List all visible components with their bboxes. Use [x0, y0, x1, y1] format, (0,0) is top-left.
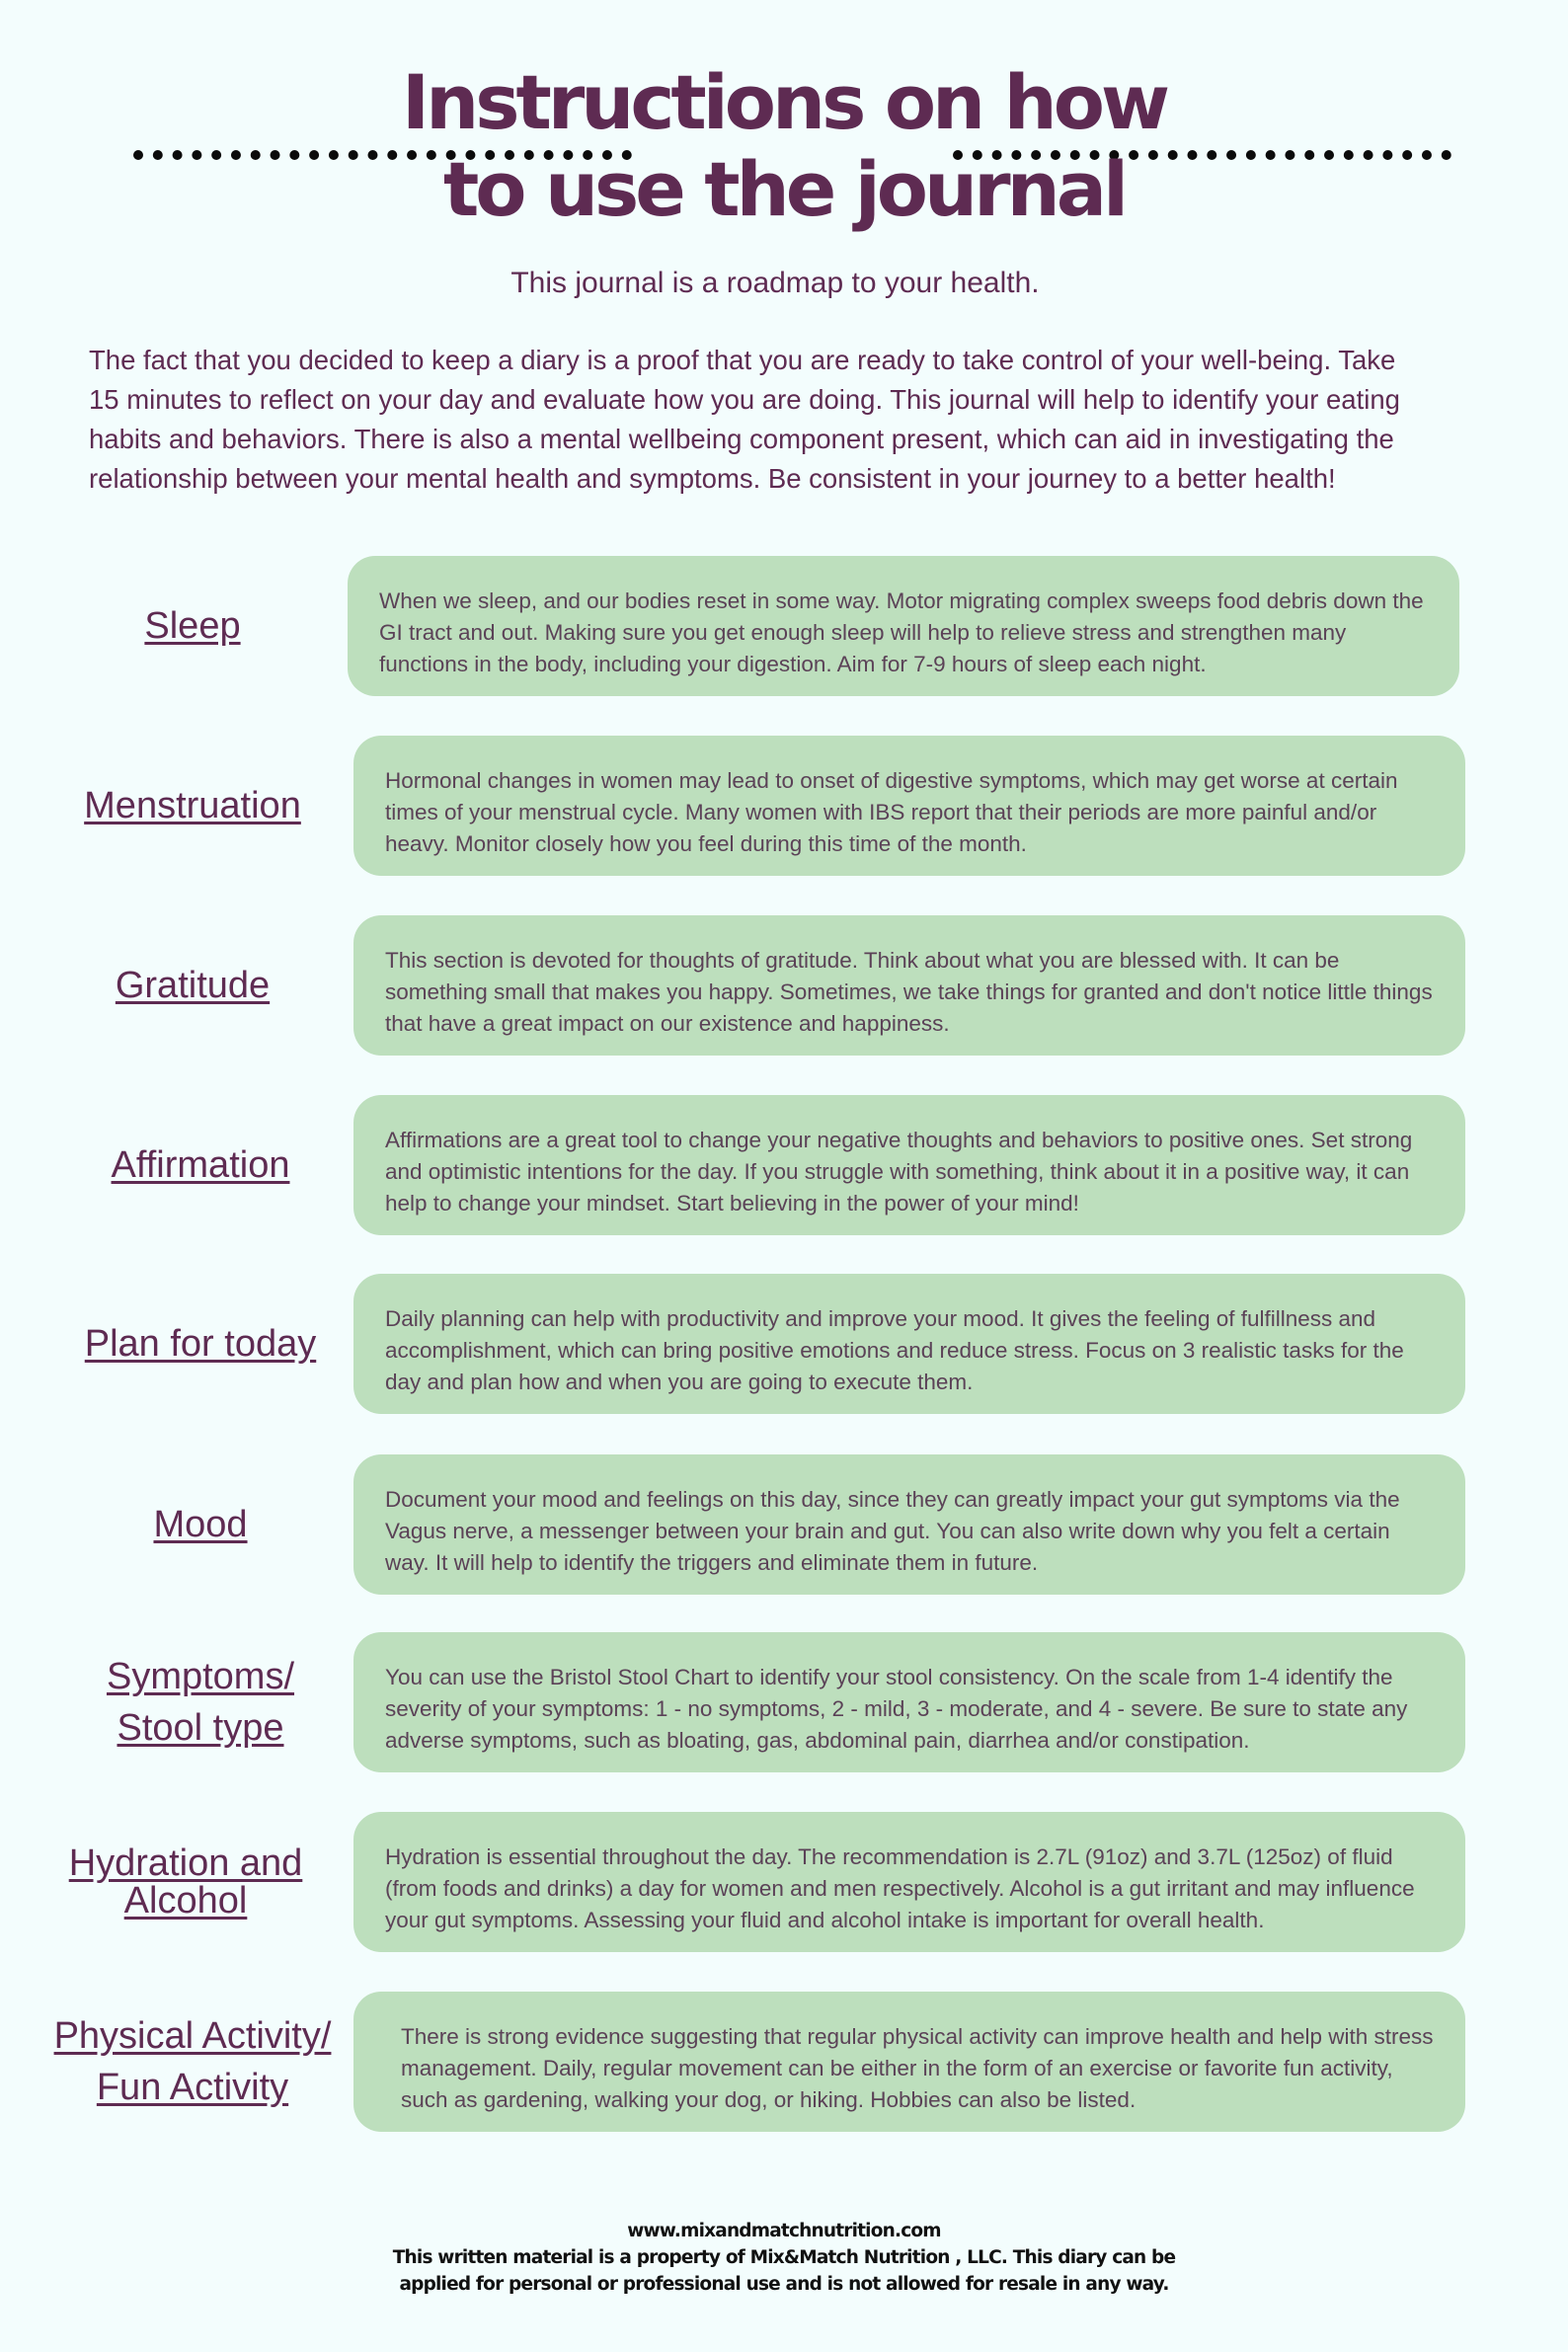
section-description: Document your mood and feelings on this day, since they can greatly impact your gut symptoms via the Vagus nerve, a messenger between your brain and gut. You can also write down why you felt a certain way. It will help to identify the triggers and eliminate them in future. — [353, 1454, 1465, 1595]
title-line-1: Instructions on how — [401, 58, 1167, 146]
section-description: When we sleep, and our bodies reset in some way. Motor migrating complex sweeps food debris down the GI tract and out. Making sure you get enough sleep will help to relieve stress and strengthen many functions in the body, including your digestion. Aim for 7-9 hours of sleep each night. — [348, 556, 1459, 696]
section-description: Hormonal changes in women may lead to onset of digestive symptoms, which may get worse at certain times of your menstrual cycle. Many women with IBS report that their periods are more painful and/or heavy. Monitor closely how you feel during this time of the month. — [353, 736, 1465, 876]
section-label: Plan for today — [84, 1323, 317, 1365]
section-label: Physical Activity/ Fun Activity — [53, 2015, 332, 2108]
section-label: Sleep — [144, 605, 241, 647]
section-gratitude — [0, 915, 1568, 1056]
footer-copyright-line-2: applied for personal or professional use and is not allowed for resale in any way. — [399, 2274, 1169, 2295]
footer-copyright-line-1: This written material is a property of Mix&Match Nutrition , LLC. This diary can be — [392, 2247, 1176, 2268]
page-title — [0, 59, 1568, 233]
section-label: Affirmation — [111, 1144, 290, 1186]
section-label: Menstruation — [84, 785, 301, 826]
title-line-2: to use the journal — [442, 145, 1126, 233]
section-description: Affirmations are a great tool to change your negative thoughts and behaviors to positive ones. Set strong and optimistic intentions for the day. If you struggle with something, think about it in a positive way, it can help to change your mindset. Start believing in the power of your mind! — [353, 1095, 1465, 1235]
section-label: Mood — [153, 1504, 248, 1545]
section-sleep — [0, 556, 1568, 696]
section-mood — [0, 1454, 1568, 1595]
intro-paragraph: The fact that you decided to keep a diary is a proof that you are ready to take control of your well-being. Take 15 minutes to reflect on your day and evaluate how you are doing. This journal will help to identify your eating habits and behaviors. There is also a mental wellbeing component present, which can aid in investigating the relationship between your mental health and symptoms. Be consistent in your journey to a better health! — [89, 345, 1400, 494]
section-label: Gratitude — [115, 965, 271, 1006]
section-description: Hydration is essential throughout the day. The recommendation is 2.7L (91oz) and 3.7L (125oz) of fluid (from foods and drinks) a day for women and men respectively. Alcohol is a gut irritant and may influence your gut symptoms. Assessing your fluid and alcohol intake is important for overall health. — [353, 1812, 1465, 1952]
section-plan-for-today — [0, 1274, 1568, 1414]
section-hydration-alcohol — [0, 1812, 1568, 1952]
section-description: There is strong evidence suggesting that regular physical activity can improve health and help with stress management. Daily, regular movement can be either in the form of an exercise or favorite fun activity, such as gardening, walking your dog, or hiking. Hobbies can also be listed. — [353, 1992, 1465, 2132]
section-description: Daily planning can help with productivity and improve your mood. It gives the feeling of fulfillness and accomplishment, which can bring positive emotions and reduce stress. Focus on 3 realistic tasks for the day and plan how and when you are going to execute them. — [353, 1274, 1465, 1414]
section-description: You can use the Bristol Stool Chart to identify your stool consistency. On the scale from 1-4 identify the severity of your symptoms: 1 - no symptoms, 2 - mild, 3 - moderate, and 4 - severe. Be sure to state any adverse symptoms, such as bloating, gas, abdominal pain, diarrhea and/or constipation. — [353, 1632, 1465, 1772]
section-affirmation — [0, 1095, 1568, 1235]
section-label: Hydration and Alcohol — [68, 1842, 303, 1921]
section-physical-activity — [0, 1992, 1568, 2132]
section-description: This section is devoted for thoughts of gratitude. Think about what you are blessed with. It can be something small that makes you happy. Sometimes, we take things for granted and don't notice little things that have a great impact on our existence and happiness. — [353, 915, 1465, 1056]
title-block — [0, 59, 1568, 247]
footer — [0, 2218, 1568, 2298]
section-symptoms-stool-type — [0, 1632, 1568, 1772]
section-label: Symptoms/ Stool type — [106, 1656, 295, 1749]
page-subtitle: This journal is a roadmap to your health. — [510, 267, 1040, 299]
footer-website: www.mixandmatchnutrition.com — [627, 2221, 941, 2241]
section-menstruation — [0, 736, 1568, 876]
